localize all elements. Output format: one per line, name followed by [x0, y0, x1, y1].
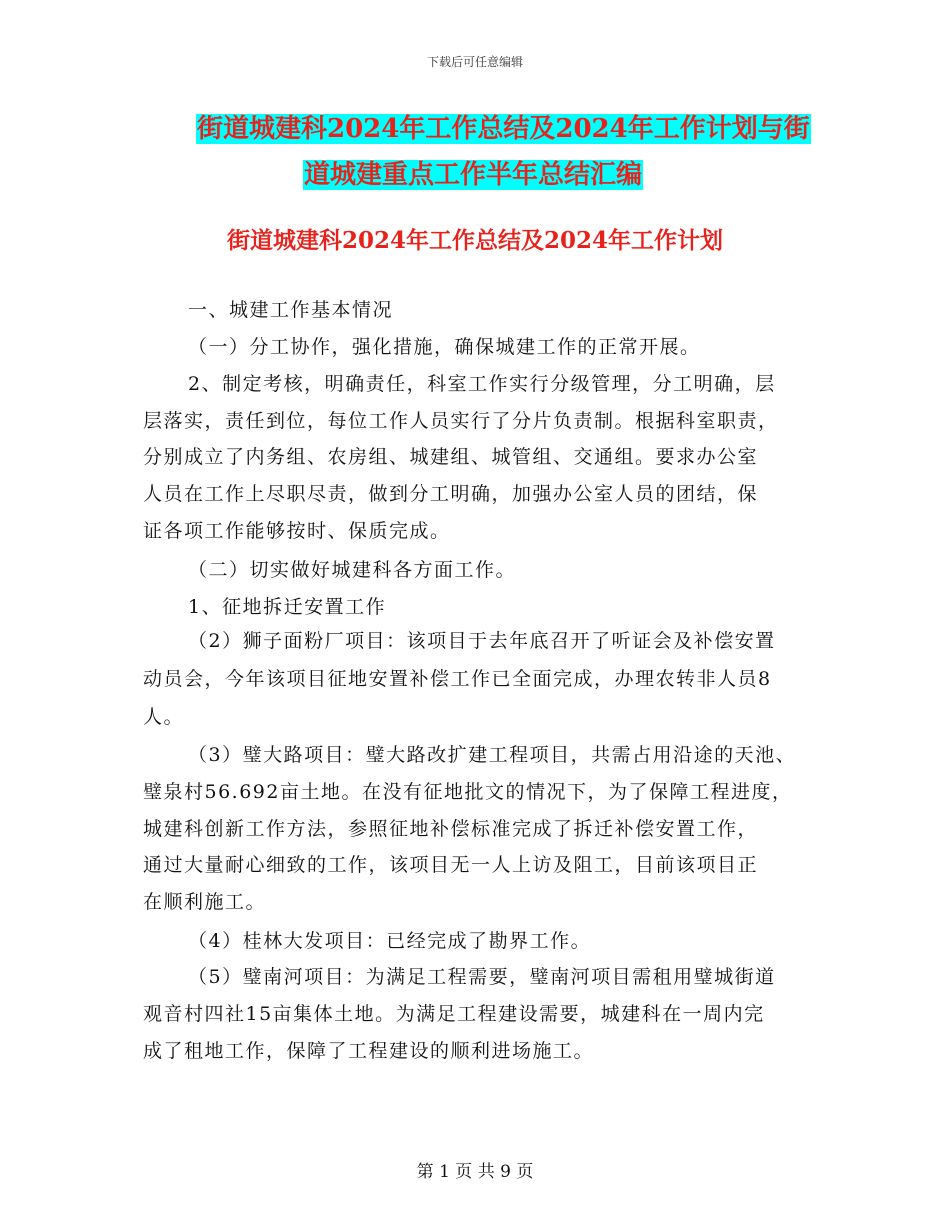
document-title-line-2 [303, 160, 643, 190]
body-line: 动员会，今年该项目征地安置补偿工作已全面完成，办理农转非人员8 [143, 668, 772, 690]
body-line: （3）璧大路项目：璧大路改扩建工程项目，共需占用沿途的天池、 [188, 744, 797, 766]
body-line: 一、城建工作基本情况 [188, 299, 394, 321]
body-line: （5）璧南河项目：为满足工程需要，璧南河项目需租用璧城街道 [188, 966, 776, 988]
body-line: 观音村四社15亩集体土地。为满足工程建设需要，城建科在一周内完 [143, 1003, 765, 1025]
section-title: 街道城建科2024年工作总结及2024年工作计划 [226, 227, 724, 254]
body-line: 人。 [143, 706, 185, 728]
body-line: 层落实，责任到位，每位工作人员实行了分片负责制。根据科室职责， [143, 410, 779, 432]
body-line: （二）切实做好城建科各方面工作。 [188, 559, 517, 581]
body-line: 人员在工作上尽职尽责，做到分工明确，加强办公室人员的团结，保 [143, 483, 759, 505]
body-line: 证各项工作能够按时、保质完成。 [143, 520, 451, 542]
page-footer: 第 1 页 共 9 页 [416, 1162, 534, 1182]
body-line: 璧泉村56.692亩土地。在没有征地批文的情况下，为了保障工程进度， [143, 781, 793, 803]
body-line: 分别成立了内务组、农房组、城建组、城管组、交通组。要求办公室 [143, 446, 759, 468]
body-line: （4）桂林大发项目：已经完成了勘界工作。 [188, 930, 592, 952]
header-note: 下载后可任意编辑 [426, 55, 523, 69]
body-line: 1、征地拆迁安置工作 [188, 596, 387, 618]
document-title-line-1 [196, 114, 811, 144]
body-line: 2、制定考核，明确责任，科室工作实行分级管理，分工明确，层 [188, 373, 776, 395]
body-line: 在顺利施工。 [143, 891, 267, 913]
title-highlight-1: 街道城建科2024年工作总结及2024年工作计划与街 [197, 114, 810, 144]
body-line: 成了租地工作，保障了工程建设的顺利进场施工。 [143, 1040, 595, 1062]
title-highlight-2: 道城建重点工作半年总结汇编 [304, 160, 643, 190]
body-line: （一）分工协作，强化措施，确保城建工作的正常开展。 [188, 336, 701, 358]
body-line: 通过大量耐心细致的工作，该项目无一人上访及阻工，目前该项目正 [143, 854, 759, 876]
body-line: （2）狮子面粉厂项目：该项目于去年底召开了听证会及补偿安置 [188, 630, 776, 652]
body-line: 城建科创新工作方法，参照征地补偿标准完成了拆迁补偿安置工作， [143, 818, 759, 840]
